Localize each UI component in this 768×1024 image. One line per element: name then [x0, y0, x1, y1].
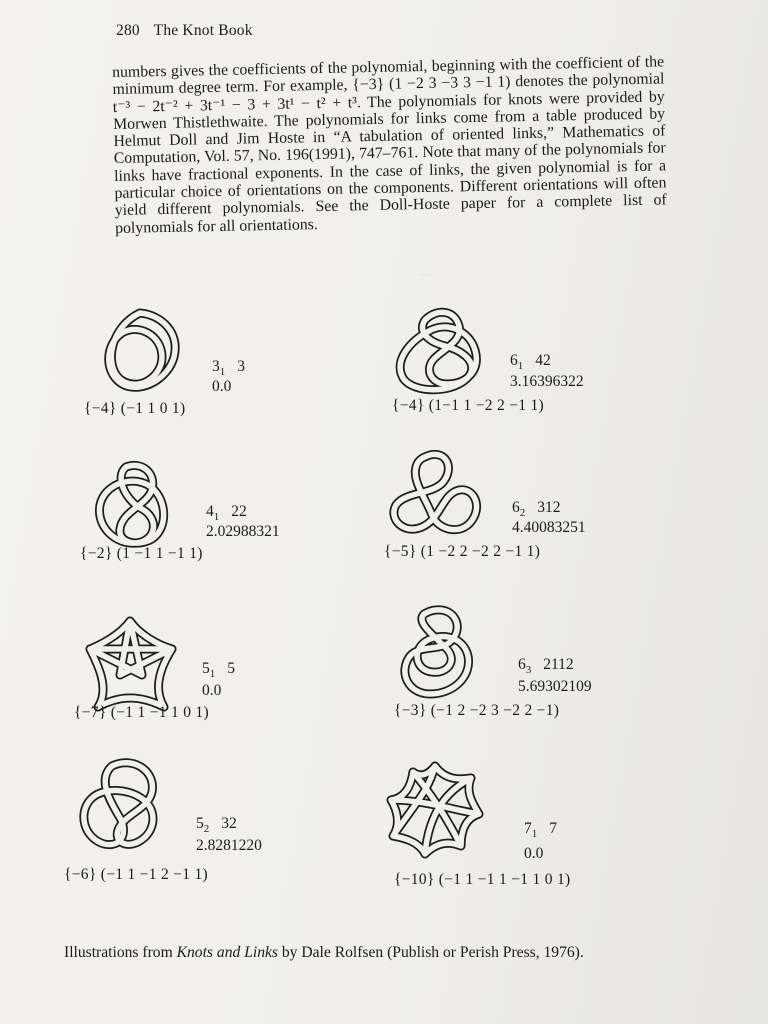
knot-diagram-6-1: [385, 300, 495, 400]
knot-polynomial: {−4} (1−1 1 −2 2 −1 1): [392, 397, 545, 414]
knot-name: $5_2$ 32: [196, 815, 237, 835]
caption-suffix: by Dale Rolfsen (Publish or Perish Press, 1976).: [277, 944, 584, 961]
knot-diagram-6-2: [382, 445, 492, 555]
knot-name: $5_1$ 5: [202, 660, 235, 680]
knot-value: 4.40083251: [512, 519, 586, 536]
bleed-through-heading: ~: [420, 262, 432, 287]
running-header: [116, 22, 253, 40]
knot-diagram-3-1: [92, 305, 192, 405]
knot-diagram-4-1: [86, 455, 182, 555]
knot-value: 3.16396322: [510, 373, 584, 390]
knot-name: $6_1$ 42: [510, 352, 551, 372]
knot-name: $6_3$ 2112: [518, 656, 574, 676]
knot-value: 5.69302109: [518, 678, 592, 695]
knot-diagram-6-3: [384, 600, 494, 710]
figure-caption: [64, 944, 684, 962]
knot-polynomial: {−3} (−1 2 −2 3 −2 2 −1): [394, 702, 560, 719]
knot-diagram-5-2: [72, 752, 182, 862]
knot-diagram-7-1: [385, 760, 485, 860]
knot-polynomial: {−10} (−1 1 −1 1 −1 1 0 1): [394, 871, 571, 888]
knot-name: $4_1$ 22: [206, 503, 247, 523]
knot-polynomial: {−4} (−1 1 0 1): [84, 400, 186, 417]
knot-name: $3_1$ 3: [212, 358, 245, 378]
knot-polynomial: {−7} (−1 1 −1 1 0 1): [74, 704, 209, 721]
caption-prefix: Illustrations from: [64, 944, 177, 961]
knot-polynomial: {−2} (1 −1 1 −1 1): [80, 545, 203, 562]
book-title: The Knot Book: [153, 22, 253, 39]
knot-name: $6_2$ 312: [512, 499, 561, 519]
caption-title: Knots and Links: [176, 944, 278, 961]
knot-polynomial: {−6} (−1 1 −1 2 −1 1): [64, 866, 208, 883]
knot-value: 0.0: [524, 845, 544, 862]
knot-polynomial: {−5} (1 −2 2 −2 2 −1 1): [384, 543, 541, 560]
paragraph-text: numbers gives the coefficients of the polynomial, beginning with the coefficient of the minimum degree term. For example, {−3} (1 −2 3 −3 3 −1 1) denotes the polynomial t⁻³ − 2t⁻² + 3t⁻¹ − 3 + 3t¹ − t² + t³. The polynomials for knots were provided by Morwen Thistlethwaite. The polynomials for links come from a table produced by Helmut Doll and Jim Hoste in “A tabulation of oriented links,” Mathematics of Computation, Vol. 57, No. 196(1991), 747–761. Note that many of the polynomials for links have fractional exponents. In the case of links, the given polynomial is for a particular choice of orientations on the components. Different orientations will often yield different polynomials. See the Doll-Hoste paper for a complete list of polynomials for all orientations.: [112, 53, 667, 237]
knot-value: 0.0: [202, 682, 222, 699]
knot-diagram-5-1: [80, 615, 190, 715]
body-paragraph: [112, 53, 667, 237]
knot-value: 2.02988321: [206, 523, 280, 540]
knot-name: $7_1$ 7: [524, 820, 557, 840]
knot-value: 2.8281220: [196, 837, 262, 854]
knot-value: 0.0: [212, 378, 232, 395]
page-number: 280: [116, 22, 140, 39]
